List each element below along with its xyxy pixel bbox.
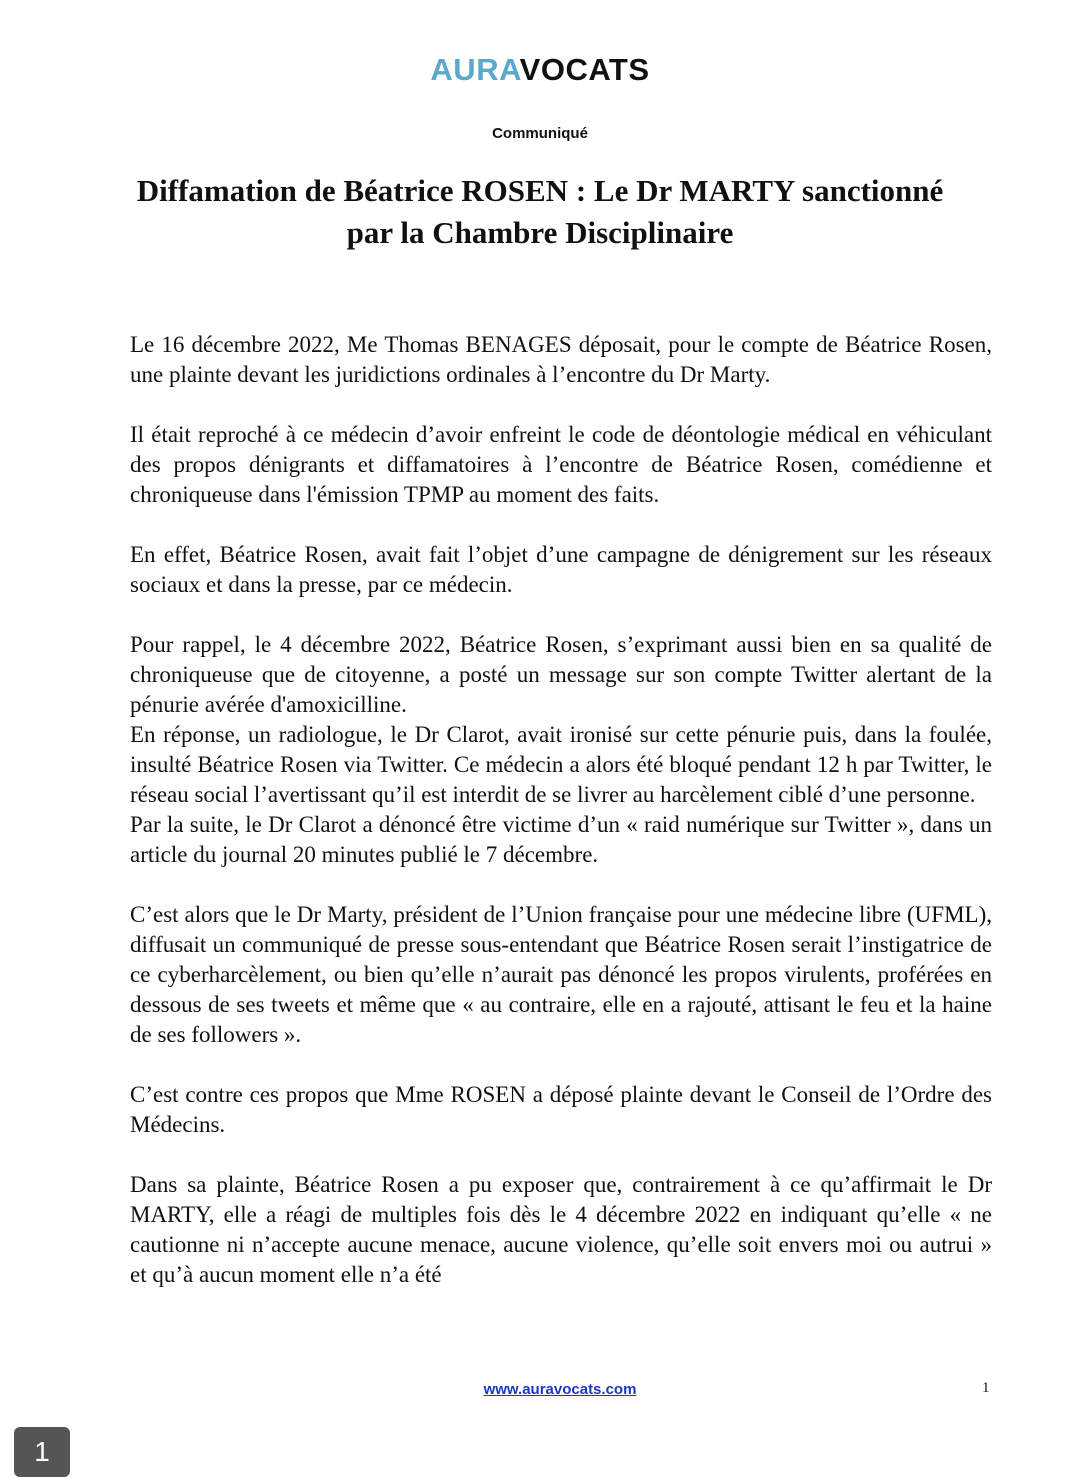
paragraph: Par la suite, le Dr Clarot a dénoncé être victime d’un « raid numérique sur Twitter », dans un article du journal 20 minutes publié le 7 décembre. [130, 812, 992, 867]
paragraph: C’est alors que le Dr Marty, président de l’Union française pour une médecine libre (UFML), diffusait un communiqué de presse sous-entendant que Béatrice Rosen serait l’instigatrice de ce cyberharcèlement, ou bien qu’elle n’aurait pas dénoncé les propos virulents, proférées en dessous de ses tweets et même que « au contraire, elle en a rajouté, attisant le feu et la haine de ses followers ». [130, 902, 992, 1047]
page-indicator-badge[interactable]: 1 [14, 1427, 70, 1477]
paragraph: Dans sa plainte, Béatrice Rosen a pu exposer que, contrairement à ce qu’affirmait le Dr MARTY, elle a réagi de multiples fois dès le 4 décembre 2022 en indiquant qu’elle « ne cautionne ni n’accepte aucune menace, aucune violence, qu’elle soit envers moi ou autrui » et qu’à aucun moment elle n’a été [130, 1172, 992, 1287]
paragraph: Il était reproché à ce médecin d’avoir enfreint le code de déontologie médical en véhiculant des propos dénigrants et diffamatoires à l’encontre de Béatrice Rosen, comédienne et chroniqueuse dans l'émission TPMP au moment des faits. [130, 422, 992, 507]
paragraph: En effet, Béatrice Rosen, avait fait l’objet d’une campagne de dénigrement sur les réseaux sociaux et dans la presse, par ce médecin. [130, 542, 992, 597]
document-kicker: Communiqué [492, 125, 588, 142]
title-line-2: par la Chambre Disciplinaire [346, 215, 734, 250]
document-title [110, 170, 970, 254]
title-line-1: Diffamation de Béatrice ROSEN : Le Dr MARTY sanctionné [136, 173, 944, 208]
logo-part-vocats: VOCATS [519, 52, 650, 87]
paragraph: En réponse, un radiologue, le Dr Clarot, avait ironisé sur cette pénurie puis, dans la foulée, insulté Béatrice Rosen via Twitter. Ce médecin a alors été bloqué pendant 12 h par Twitter, le réseau social l’avertissant qu’il est interdit de se livrer au harcèlement ciblé d’une personne. [130, 722, 992, 807]
paragraph: C’est contre ces propos que Mme ROSEN a déposé plainte devant le Conseil de l’Ordre des Médecins. [130, 1082, 992, 1137]
website-link[interactable]: www.auravocats.com [483, 1381, 637, 1398]
logo-part-aura: AURA [430, 52, 520, 87]
paragraph: Le 16 décembre 2022, Me Thomas BENAGES déposait, pour le compte de Béatrice Rosen, une plainte devant les juridictions ordinales à l’encontre du Dr Marty. [130, 332, 992, 387]
paragraph: Pour rappel, le 4 décembre 2022, Béatrice Rosen, s’exprimant aussi bien en sa qualité de chroniqueuse que de citoyenne, a posté un message sur son compte Twitter alertant de la pénurie avérée d'amoxicilline. [130, 632, 992, 717]
document-body [130, 330, 992, 1320]
page-number: 1 [982, 1380, 990, 1396]
firm-logo [0, 52, 1080, 88]
